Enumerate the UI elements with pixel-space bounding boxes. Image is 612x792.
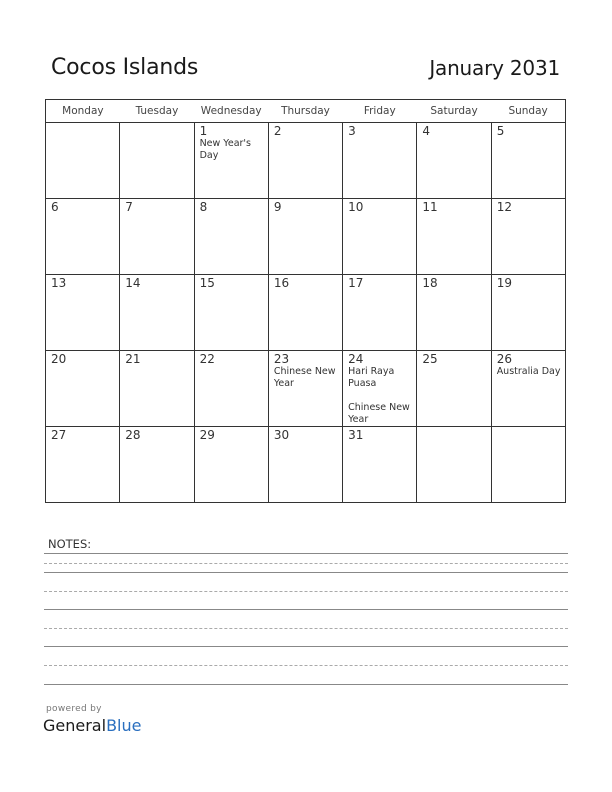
weekday-header: Monday [46,100,120,123]
calendar-day-cell [268,427,342,503]
calendar-week-row [46,275,566,351]
day-number: 9 [273,200,282,214]
calendar-day-cell [194,199,268,275]
day-number: 5 [496,124,505,138]
weekday-header: Friday [343,100,417,123]
calendar-day-cell [194,427,268,503]
day-number: 23 [273,352,290,366]
calendar-day-cell [417,427,491,503]
calendar-day-cell [491,427,565,503]
weekday-header-row [46,100,566,123]
calendar-day-cell [120,275,194,351]
calendar-day-cell [46,199,120,275]
weekday-header: Tuesday [120,100,194,123]
calendar-day-cell [491,123,565,199]
holiday-label: Australia Day [496,366,561,377]
day-number: 22 [199,352,215,366]
day-number: 16 [273,276,290,290]
notes-line [44,563,568,564]
calendar-month: January 2031 [429,56,560,80]
weekday-header: Saturday [417,100,491,123]
weekday-header: Wednesday [194,100,268,123]
day-number: 29 [199,428,215,442]
calendar-grid [45,99,566,503]
day-number: 2 [273,124,282,138]
notes-line [44,572,568,573]
day-number: 19 [496,276,512,290]
day-number: 11 [422,200,438,214]
generalblue-logo [43,716,141,735]
day-number: 15 [199,276,215,290]
day-number: 12 [496,200,512,214]
day-number: 24 [348,352,364,366]
calendar-day-cell [343,275,417,351]
day-number: 1 [199,124,208,138]
weekday-header: Thursday [268,100,342,123]
holiday-label: Chinese New Year [348,402,410,425]
notes-line [44,591,568,592]
calendar-week-row [46,123,566,199]
day-number: 21 [125,352,141,366]
calendar-day-cell [343,199,417,275]
notes-line [44,646,568,647]
calendar-day-cell [417,351,491,427]
weekday-header: Sunday [491,100,565,123]
calendar-day-cell [343,351,417,427]
day-number: 20 [51,352,67,366]
day-number: 26 [496,352,512,366]
day-number: 6 [51,200,59,214]
day-number: 4 [422,124,431,138]
notes-line [44,609,568,610]
calendar-day-cell [417,123,491,199]
day-number: 27 [51,428,67,442]
calendar-day-cell [268,275,342,351]
calendar-day-cell [417,199,491,275]
day-number: 8 [199,200,208,214]
powered-by-text: powered by [46,704,102,714]
calendar-day-cell [268,199,342,275]
calendar-week-row [46,199,566,275]
notes-line [44,553,568,554]
logo-blue: Blue [106,716,142,735]
day-number: 17 [348,276,364,290]
calendar-day-cell [194,275,268,351]
holiday-label: New Year's Day [199,138,251,161]
notes-line [44,628,568,629]
calendar-day-cell [46,427,120,503]
calendar-day-cell [268,351,342,427]
day-number: 30 [273,428,290,442]
day-number: 10 [348,200,364,214]
holiday-label: Chinese New Year [273,366,336,389]
notes-label: NOTES: [48,537,92,551]
calendar-day-cell [46,351,120,427]
notes-line [44,684,568,685]
calendar-day-cell [343,123,417,199]
calendar-day-cell [491,199,565,275]
calendar-day-cell [194,351,268,427]
calendar-title: Cocos Islands [51,55,199,80]
day-number: 28 [125,428,141,442]
calendar-day-cell [46,275,120,351]
day-number: 18 [422,276,438,290]
calendar-week-row [46,427,566,503]
calendar-day-cell [194,123,268,199]
calendar-day-cell [120,123,194,199]
calendar-day-cell [120,351,194,427]
logo-general: General [43,716,107,735]
holiday-label: Hari Raya Puasa [348,366,395,389]
calendar-day-cell [120,199,194,275]
day-number: 7 [125,200,133,214]
calendar-day-cell [268,123,342,199]
day-number: 3 [348,124,356,138]
day-number: 31 [348,428,364,442]
day-number: 14 [125,276,141,290]
day-number: 25 [422,352,438,366]
notes-line [44,665,568,666]
calendar-day-cell [491,351,565,427]
calendar-week-row [46,351,566,427]
calendar-day-cell [120,427,194,503]
calendar-day-cell [46,123,120,199]
calendar-day-cell [343,427,417,503]
calendar-day-cell [417,275,491,351]
calendar-day-cell [491,275,565,351]
day-number: 13 [51,276,67,290]
